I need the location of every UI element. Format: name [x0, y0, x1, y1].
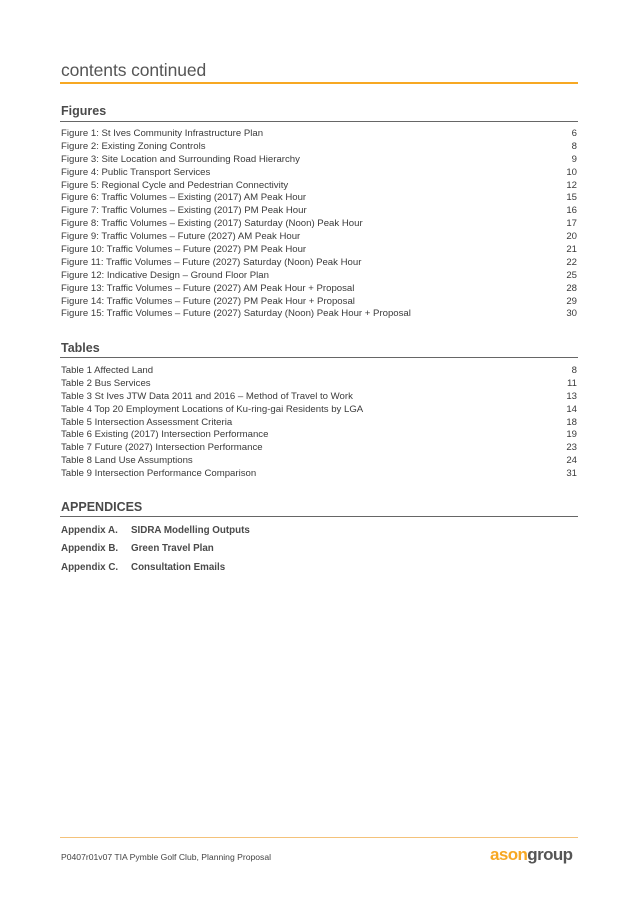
figure-entry[interactable] [61, 308, 577, 321]
figure-entry-label: Figure 14: Traffic Volumes – Future (2027) PM Peak Hour + Proposal [61, 295, 355, 307]
appendices-list [61, 524, 250, 579]
table-entry-label: Table 9 Intersection Performance Comparison [61, 468, 257, 480]
figure-entry-page-number: 17 [566, 218, 577, 230]
table-entry-page-number: 13 [566, 390, 577, 402]
figure-entry-label: Figure 1: St Ives Community Infrastructure Plan [61, 128, 264, 139]
figure-entry-page-number: 29 [566, 295, 577, 307]
figure-entry-page-number: 25 [566, 269, 577, 281]
table-entry[interactable] [61, 378, 577, 391]
table-entry-label: Table 6 Existing (2017) Intersection Performance [61, 429, 269, 441]
figure-entry-label: Figure 4: Public Transport Services [61, 166, 211, 178]
figure-entry-page-number: 10 [566, 166, 577, 178]
figure-entry-label: Figure 6: Traffic Volumes – Existing (2017) AM Peak Hour [61, 192, 307, 204]
figure-entry[interactable] [61, 244, 577, 257]
figures-divider [60, 121, 578, 122]
figure-entry-page-number: 12 [566, 179, 577, 191]
table-entry-page-number: 19 [566, 429, 577, 441]
logo-text-ason: ason [490, 845, 528, 864]
figure-entry[interactable] [61, 192, 577, 205]
figure-entry-page-number: 21 [566, 244, 577, 256]
table-entry-page-number: 11 [567, 377, 577, 389]
table-entry[interactable] [61, 442, 577, 455]
tables-heading: Tables [61, 341, 100, 355]
appendix-title: Consultation Emails [131, 561, 226, 573]
figure-entry-label: Figure 9: Traffic Volumes – Future (2027) AM Peak Hour [61, 231, 301, 243]
table-entry-label: Table 7 Future (2027) Intersection Performance [61, 442, 263, 454]
figure-entry-page-number: 22 [566, 256, 577, 268]
figure-entry-label: Figure 5: Regional Cycle and Pedestrian Connectivity [61, 179, 289, 191]
table-entry-page-number: 31 [566, 468, 577, 480]
table-entry-label: Table 4 Top 20 Employment Locations of Ku-ring-gai Residents by LGA [61, 403, 364, 415]
ason-group-logo [490, 845, 572, 865]
table-entry[interactable] [61, 391, 577, 404]
figure-entry[interactable] [61, 296, 577, 309]
figure-entry-page-number: 20 [566, 231, 577, 243]
page-title: contents continued [61, 60, 207, 80]
figure-entry-label: Figure 7: Traffic Volumes – Existing (2017) PM Peak Hour [61, 205, 307, 217]
table-entry-label: Table 5 Intersection Assessment Criteria [61, 416, 233, 428]
table-entry-page-number: 8 [571, 365, 577, 376]
figure-entry-page-number: 30 [566, 308, 577, 320]
title-divider [60, 82, 578, 84]
tables-list [61, 365, 577, 481]
figure-entry[interactable] [61, 270, 577, 283]
figure-entry-page-number: 16 [566, 205, 577, 217]
table-entry[interactable] [61, 404, 577, 417]
figure-entry-label: Figure 15: Traffic Volumes – Future (2027) Saturday (Noon) Peak Hour + Proposal [61, 308, 411, 320]
appendix-label: Appendix C. [61, 561, 119, 573]
footer-document-ref: P0407r01v07 TIA Pymble Golf Club, Planning Proposal [61, 852, 272, 862]
figure-entry-label: Figure 12: Indicative Design – Ground Floor Plan [61, 269, 269, 281]
figure-entry[interactable] [61, 283, 577, 296]
figure-entry[interactable] [61, 167, 577, 180]
figures-list [61, 128, 577, 321]
figures-heading: Figures [61, 104, 107, 118]
table-entry[interactable] [61, 455, 577, 468]
logo-text-group: group [527, 845, 573, 864]
table-entry-page-number: 23 [566, 442, 577, 454]
figure-entry-page-number: 9 [571, 153, 577, 165]
figure-entry-label: Figure 10: Traffic Volumes – Future (2027) PM Peak Hour [61, 244, 307, 256]
appendix-label: Appendix A. [61, 525, 118, 536]
figure-entry-label: Figure 3: Site Location and Surrounding Road Hierarchy [61, 153, 300, 165]
appendix-title: Green Travel Plan [131, 543, 214, 555]
appendix-entry[interactable] [61, 524, 250, 542]
appendices-heading: APPENDICES [61, 500, 143, 514]
figure-entry[interactable] [61, 154, 577, 167]
figure-entry[interactable] [61, 257, 577, 270]
figure-entry[interactable] [61, 218, 577, 231]
table-entry-label: Table 2 Bus Services [61, 377, 151, 389]
figure-entry-label: Figure 2: Existing Zoning Controls [61, 140, 206, 152]
figure-entry[interactable] [61, 141, 577, 154]
figure-entry[interactable] [61, 128, 577, 141]
figure-entry-page-number: 28 [566, 282, 577, 294]
table-entry-page-number: 24 [566, 455, 577, 467]
figure-entry-label: Figure 11: Traffic Volumes – Future (2027) Saturday (Noon) Peak Hour [61, 256, 362, 268]
table-entry[interactable] [61, 417, 577, 430]
table-entry-page-number: 14 [566, 403, 577, 415]
appendix-entry[interactable] [61, 561, 250, 579]
appendices-divider [60, 516, 578, 517]
table-entry[interactable] [61, 468, 577, 481]
footer-divider [60, 837, 578, 838]
table-entry-label: Table 1 Affected Land [61, 365, 154, 376]
tables-divider [60, 357, 578, 358]
figure-entry-page-number: 8 [571, 140, 577, 152]
figure-entry[interactable] [61, 231, 577, 244]
figure-entry[interactable] [61, 180, 577, 193]
table-entry-page-number: 18 [566, 416, 577, 428]
figure-entry-page-number: 6 [571, 128, 577, 139]
table-entry-label: Table 3 St Ives JTW Data 2011 and 2016 – Method of Travel to Work [61, 390, 353, 402]
figure-entry-label: Figure 8: Traffic Volumes – Existing (2017) Saturday (Noon) Peak Hour [61, 218, 363, 230]
table-entry-label: Table 8 Land Use Assumptions [61, 455, 193, 467]
appendix-entry[interactable] [61, 542, 250, 560]
figure-entry-label: Figure 13: Traffic Volumes – Future (2027) AM Peak Hour + Proposal [61, 282, 355, 294]
appendix-label: Appendix B. [61, 543, 119, 555]
figure-entry[interactable] [61, 205, 577, 218]
figure-entry-page-number: 15 [566, 192, 577, 204]
table-entry[interactable] [61, 365, 577, 378]
table-entry[interactable] [61, 429, 577, 442]
appendix-title: SIDRA Modelling Outputs [131, 525, 250, 536]
